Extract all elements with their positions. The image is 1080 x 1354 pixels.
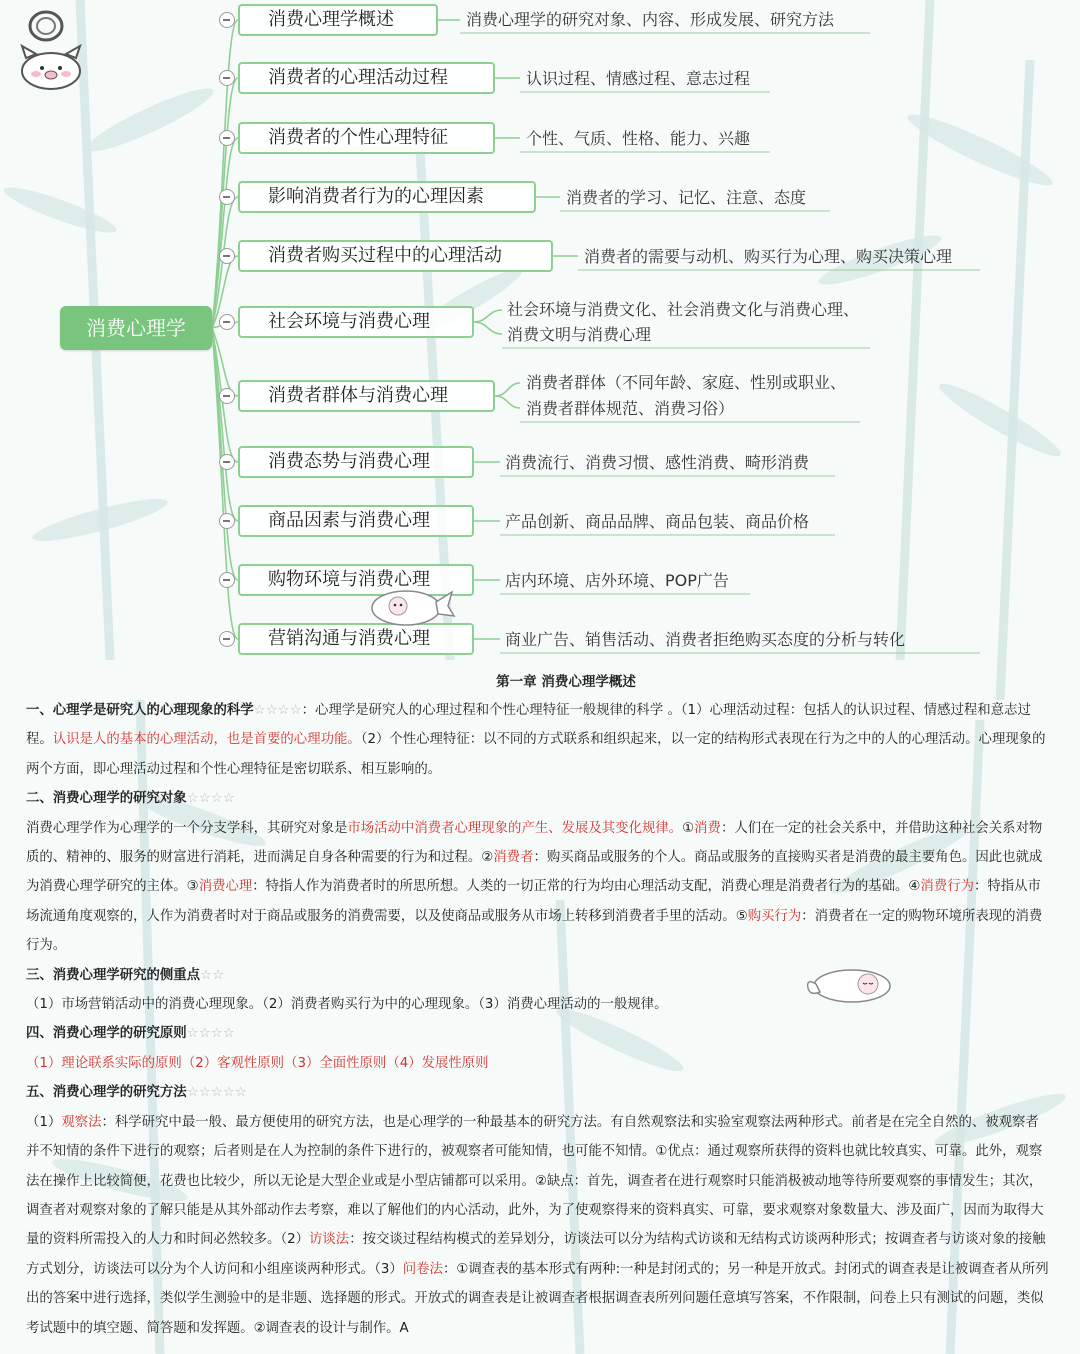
highlight-text: 认识是人的基本的心理活动，也是首要的心理功能。: [52, 732, 361, 748]
collapse-toggle-icon[interactable]: [219, 314, 235, 330]
collapse-toggle-icon[interactable]: [219, 70, 235, 86]
leaf-text: 消费者的需要与动机、购买行为心理、购买决策心理: [584, 247, 953, 266]
section-5: [26, 1108, 1050, 1343]
section-heading: 四、消费心理学的研究原则: [26, 1026, 187, 1042]
leaf-text: 消费文明与消费心理: [507, 325, 652, 344]
collapse-toggle-icon[interactable]: [219, 248, 235, 264]
body-text: （1）市场营销活动中的消费心理现象。（2）消费者购买行为中的心理现象。（3）消费心理活动的一般规律。: [26, 997, 668, 1013]
branch-label: 购物环境与消费心理: [268, 569, 430, 590]
branch-label: 影响消费者行为的心理因素: [268, 186, 484, 207]
highlight-text: 消费: [694, 820, 721, 836]
section-heading: 二、消费心理学的研究对象: [26, 791, 187, 807]
leaf-text: 社会环境与消费文化、社会消费文化与消费心理、: [507, 300, 860, 319]
leaf-text: 个性、气质、性格、能力、兴趣: [526, 129, 751, 148]
leaf-text: 消费者群体（不同年龄、家庭、性别或职业、: [526, 373, 847, 392]
collapse-toggle-icon[interactable]: [219, 12, 235, 28]
section-3-heading-row: [26, 961, 1050, 990]
star-rating: ☆☆☆☆: [186, 791, 235, 807]
section-4: [26, 1049, 1050, 1078]
highlight-text: 消费行为: [920, 879, 974, 895]
star-rating: ☆☆☆☆: [186, 1026, 235, 1042]
body-text: 消费心理学作为心理学的一个分支学科，其研究对象是: [26, 820, 348, 836]
branch-label: 消费者的心理活动过程: [268, 67, 448, 88]
branch-node[interactable]: [238, 4, 438, 36]
branch-node[interactable]: [238, 505, 474, 537]
branch-node[interactable]: [238, 62, 495, 94]
branch-label: 营销沟通与消费心理: [268, 628, 430, 649]
branch-label: 消费者购买过程中的心理活动: [268, 245, 502, 266]
section-3: [26, 990, 1050, 1019]
star-rating: ☆☆☆☆☆: [186, 1085, 247, 1101]
highlight-text: （1）理论联系实际的原则（2）客观性原则（3）全面性原则（4）发展性原则: [26, 1055, 489, 1071]
collapse-toggle-icon[interactable]: [219, 454, 235, 470]
branch-label: 社会环境与消费心理: [268, 311, 430, 332]
ring-icon: [26, 8, 66, 44]
section-1: [26, 696, 1050, 784]
section-5-heading-row: [26, 1078, 1050, 1107]
branch-node[interactable]: [238, 240, 553, 272]
highlight-text: 消费心理: [198, 879, 253, 895]
highlight-text: 消费者: [493, 850, 534, 866]
leaf-text: 消费者群体规范、消费习俗）: [526, 399, 735, 418]
body-text: ：特指人作为消费者时的所思所想。人类的一切正常的行为均由心理活动支配，消费心理是消费者行为的基础。④: [252, 879, 921, 895]
section-2: [26, 814, 1050, 961]
collapse-toggle-icon[interactable]: [219, 189, 235, 205]
leaf-text: 消费者的学习、记忆、注意、态度: [566, 188, 807, 207]
highlight-text: 观察法: [61, 1114, 102, 1130]
section-4-heading-row: [26, 1019, 1050, 1048]
collapse-toggle-icon[interactable]: [219, 513, 235, 529]
star-rating: ☆☆: [200, 967, 225, 983]
star-rating: ☆☆☆☆: [253, 703, 302, 718]
collapse-toggle-icon[interactable]: [219, 388, 235, 404]
branch-node[interactable]: [238, 122, 495, 154]
section-2-heading-row: [26, 784, 1050, 813]
branch-node[interactable]: [238, 380, 495, 412]
sleeping-cat-sticker-icon: [804, 966, 892, 1006]
body-text: ：科学研究中最一般、最方便使用的研究方法，也是心理学的一种最基本的研究方法。有自然观察法和实验室观察法两种形式。前者是在完全自然的、被观察者并不知情的条件下进行的观察；后者则是在人为控制的条件下进行的，被观察者可能知情，也可能不知情。①优点：通过观察所获得的资料也就比较真实、可靠。此外，观察法在操作上比较简便，花费也比较少，所以无论是大型企业或是小型店铺都可以采用。②缺点：首先，调查者在进行观察时只能消极被动地等待所要观察的事情发生；其次，调查者对观察对象的了解只能是从其外部动作去考察，难以了解他们的内心活动，此外，为了使观察得来的资料真实、可靠，要求观察对象数量大、涉及面广，因而为取得大量的资料所需投入的人力和时间必然较多。（2）: [26, 1114, 1044, 1248]
collapse-toggle-icon[interactable]: [219, 572, 235, 588]
body-text: （1）: [26, 1114, 62, 1130]
section-heading: 一、心理学是研究人的心理现象的科学: [26, 703, 254, 718]
body-text: ：消费者在一定的购物环境所表现的消费行为。: [26, 908, 1043, 954]
body-text: ：①调查表的基本形式有两种:一种是封闭式的；另一种是开放式。封闭式的调查表是让被调查者从所列出的答案中进行选择，类似学生测验中的是非题、选择题的形式。开放式的调查表是让被调查者根据调查表所列问题任意填写答案，不作限制，问卷上只有测试的问题，类似考试题中的填空题、简答题和发挥题。②调查表的设计与制作。A: [26, 1261, 1049, 1336]
leaf-text: 商业广告、销售活动、消费者拒绝购买态度的分析与转化: [505, 630, 906, 649]
branch-label: 商品因素与消费心理: [268, 510, 430, 531]
highlight-text: 市场活动中消费者心理现象的产生、发展及其变化规律。: [347, 820, 683, 836]
body-text: ：人们在一定的社会关系中，并借助这种社会关系对物质的、精神的、服务的财富进行消耗，进而满足自身各种需要的行为和过程。②: [26, 820, 1043, 866]
highlight-text: 问卷法: [402, 1261, 443, 1277]
branch-label: 消费者的个性心理特征: [268, 127, 448, 148]
leaf-text: 店内环境、店外环境、POP广告: [505, 571, 729, 590]
document-body: [26, 668, 1050, 1343]
branch-label: 消费心理学概述: [268, 9, 394, 30]
leaf-text: 认识过程、情感过程、意志过程: [526, 69, 751, 88]
body-text: ：心理学是研究人的心理过程和个性心理特征一般规律的科学 。（1）心理活动过程：包括人的认识过程、情感过程和意志过程。: [26, 703, 1031, 748]
mind-map-root[interactable]: 消费心理学: [60, 306, 212, 350]
body-text: ：特指从市场流通角度观察的，人作为消费者时对于商品或服务的消费需要，以及使商品或服务从市场上转移到消费者手里的活动。⑤: [26, 879, 1041, 924]
body-text: ①: [682, 820, 695, 836]
branch-node[interactable]: [238, 446, 474, 478]
branch-node[interactable]: [238, 306, 474, 338]
branch-label: 消费态势与消费心理: [268, 451, 430, 472]
pig-face-sticker-icon: [18, 44, 84, 92]
leaf-text: 消费心理学的研究对象、内容、形成发展、研究方法: [466, 10, 835, 29]
leaf-text: 消费流行、消费习惯、感性消费、畸形消费: [505, 453, 810, 472]
body-text: ：购买商品或服务的个人。商品或服务的直接购买者是消费的最主要角色。因此也就成为消费心理学研究的主体。③: [26, 850, 1043, 895]
highlight-text: 访谈法: [309, 1232, 350, 1248]
collapse-toggle-icon[interactable]: [219, 631, 235, 647]
mind-map: [0, 0, 1080, 665]
rabbit-sticker-icon: [370, 586, 456, 628]
section-heading: 五、消费心理学的研究方法: [26, 1085, 187, 1101]
branch-label: 消费者群体与消费心理: [268, 385, 448, 406]
body-text: （2）个性心理特征：以不同的方式联系和组织起来，以一定的结构形式表现在行为之中的人的心理活动。心理现象的两个方面，即心理活动过程和个性心理特征是密切联系、相互影响的。: [26, 732, 1046, 777]
collapse-toggle-icon[interactable]: [219, 130, 235, 146]
section-heading: 三、消费心理学研究的侧重点: [26, 967, 201, 983]
chapter-title: 第一章 消费心理学概述: [496, 674, 636, 690]
body-text: ：按交谈过程结构模式的差异划分，访谈法可以分为结构式访谈和无结构式访谈两种形式；按调查者与访谈对象的接触方式划分，访谈法可以分为个人访问和小组座谈两种形式。（3）: [26, 1232, 1046, 1277]
leaf-text: 产品创新、商品品牌、商品包装、商品价格: [505, 512, 810, 531]
highlight-text: 购买行为: [747, 908, 802, 924]
branch-node[interactable]: [238, 181, 536, 213]
